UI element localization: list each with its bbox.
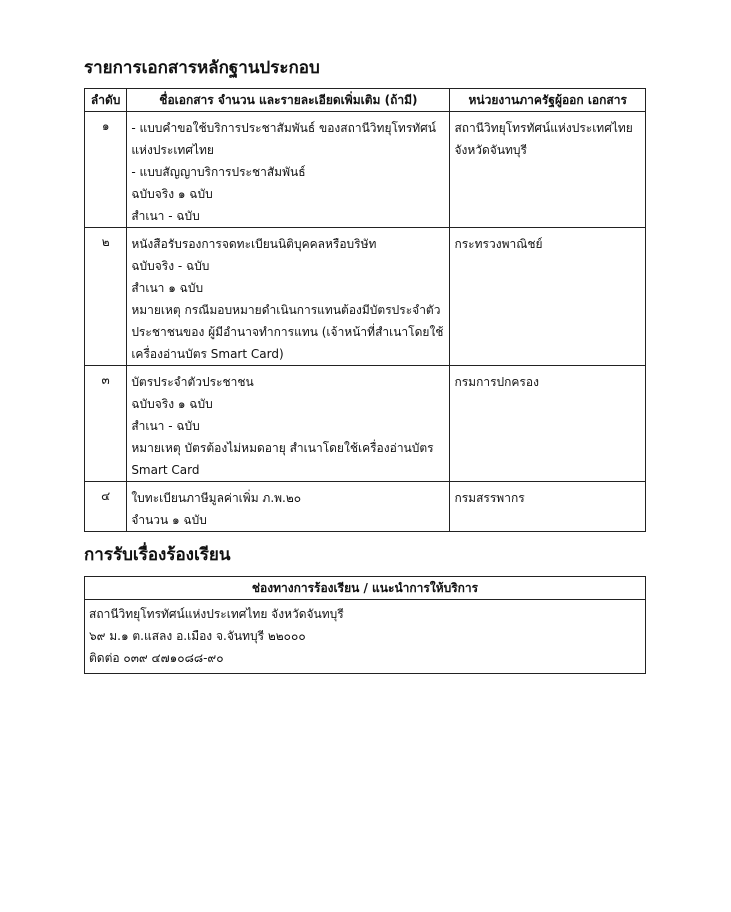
issuing-agency-cell	[450, 228, 646, 366]
document-detail-line: ฉบับจริง ๑ ฉบับ	[131, 397, 213, 411]
agency-line: กระทรวงพาณิชย์	[454, 237, 543, 251]
table-row	[85, 482, 646, 532]
document-detail-line: สำเนา ๑ ฉบับ	[131, 281, 204, 295]
table-header-row	[85, 89, 646, 112]
complaint-section-title: การรับเรื่องร้องเรียน	[84, 545, 231, 565]
agency-line: จังหวัดจันทบุรี	[454, 143, 527, 157]
document-detail-line: ใบทะเบียนภาษีมูลค่าเพิ่ม ภ.พ.๒๐	[131, 491, 302, 505]
document-detail-line: ฉบับจริง - ฉบับ	[131, 259, 210, 273]
contact-line: ติดต่อ ๐๓๙ ๔๗๑๐๘๘-๙๐	[89, 651, 224, 665]
document-detail-line: Smart Card	[131, 463, 200, 477]
document-detail-line: ฉบับจริง ๑ ฉบับ	[131, 187, 213, 201]
document-details-cell	[127, 112, 450, 228]
document-detail-line: หมายเหตุ บัตรต้องไม่หมดอายุ สำเนาโดยใช้เครื่องอ่านบัตร	[131, 441, 434, 455]
document-detail-line: ประชาชนของ ผู้มีอำนาจทำการแทน (เจ้าหน้าที่สำเนาโดยใช้	[131, 325, 444, 339]
row-number: ๑	[85, 112, 127, 228]
documents-section-title: รายการเอกสารหลักฐานประกอบ	[84, 58, 320, 78]
document-detail-line: เครื่องอ่านบัตร Smart Card)	[131, 347, 284, 361]
issuing-agency-cell	[450, 366, 646, 482]
agency-line: กรมสรรพากร	[454, 491, 525, 505]
document-details-cell	[127, 366, 450, 482]
table-row	[85, 366, 646, 482]
row-number: ๓	[85, 366, 127, 482]
document-detail-line: จำนวน ๑ ฉบับ	[131, 513, 207, 527]
issuing-agency-cell	[450, 112, 646, 228]
document-details-cell	[127, 228, 450, 366]
complaint-table	[84, 576, 646, 674]
document-details-cell	[127, 482, 450, 532]
agency-line: สถานีวิทยุโทรทัศน์แห่งประเทศไทย	[454, 121, 633, 135]
agency-line: กรมการปกครอง	[454, 375, 539, 389]
contact-line: ๖๙ ม.๑ ต.แสลง อ.เมือง จ.จันทบุรี ๒๒๐๐๐	[89, 629, 306, 643]
document-detail-line: - แบบคำขอใช้บริการประชาสัมพันธ์ ของสถานีวิทยุโทรทัศน์	[131, 121, 437, 135]
table-header-row	[85, 577, 646, 600]
row-number: ๔	[85, 482, 127, 532]
table-row	[85, 112, 646, 228]
document-detail-line: สำเนา - ฉบับ	[131, 209, 200, 223]
header-document-name: ชื่อเอกสาร จำนวน และรายละเอียดเพิ่มเติม (ถ้ามี)	[127, 89, 450, 112]
issuing-agency-cell	[450, 482, 646, 532]
documents-table	[84, 88, 646, 532]
row-number: ๒	[85, 228, 127, 366]
document-detail-line: หมายเหตุ กรณีมอบหมายดำเนินการแทนต้องมีบัตรประจำตัว	[131, 303, 441, 317]
contact-line: สถานีวิทยุโทรทัศน์แห่งประเทศไทย จังหวัดจันทบุรี	[89, 607, 344, 621]
document-detail-line: บัตรประจำตัวประชาชน	[131, 375, 254, 389]
header-issuing-agency: หน่วยงานภาครัฐผู้ออก เอกสาร	[450, 89, 646, 112]
table-row	[85, 228, 646, 366]
complaint-contact-cell	[85, 600, 646, 674]
header-no: ลำดับ	[85, 89, 127, 112]
document-detail-line: สำเนา - ฉบับ	[131, 419, 200, 433]
document-detail-line: หนังสือรับรองการจดทะเบียนนิติบุคคลหรือบริษัท	[131, 237, 377, 251]
document-detail-line: - แบบสัญญาบริการประชาสัมพันธ์	[131, 165, 306, 179]
header-complaint-channel: ช่องทางการร้องเรียน / แนะนำการให้บริการ	[85, 577, 646, 600]
table-row	[85, 600, 646, 674]
document-detail-line: แห่งประเทศไทย	[131, 143, 214, 157]
